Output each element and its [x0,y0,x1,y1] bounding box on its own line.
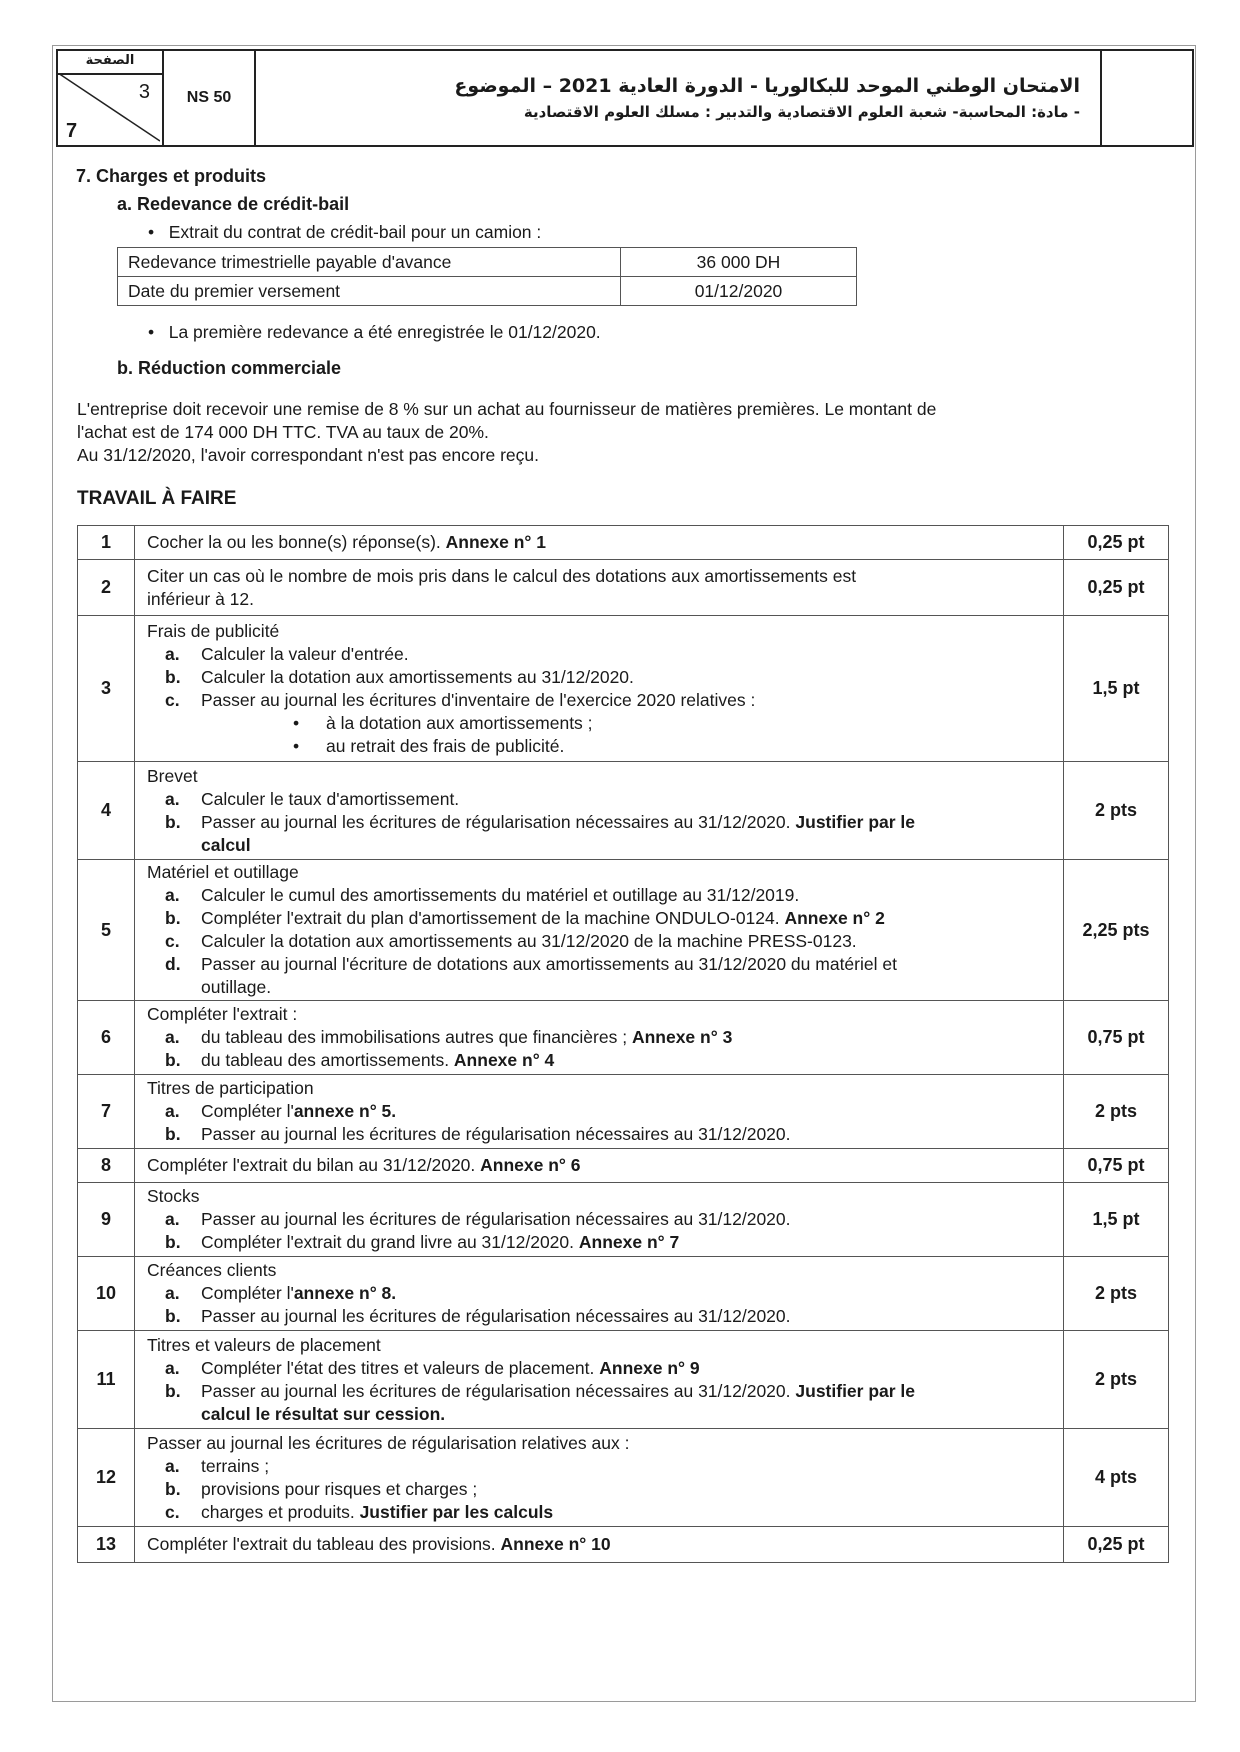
task-item: b. Compléter l'extrait du plan d'amortissement de la machine ONDULO-0124. Annexe n° 2 [165,908,885,928]
subsection-a-title: a. Redevance de crédit-bail [117,194,350,214]
task-head: Compléter l'extrait : [147,1004,298,1024]
item-emphasis: Justifier par le [795,811,916,832]
task-text [135,1149,1064,1183]
annex-ref: Annexe n° 9 [599,1357,700,1378]
task-item [201,1403,1051,1426]
table-row [78,1149,1169,1183]
table-row [118,248,857,277]
task-points: 4 pts [1064,1429,1169,1527]
item-text: Calculer la dotation aux amortissements au 31/12/2020 de la machine PRESS-0123. [201,931,857,951]
task-bullet: • au retrait des frais de publicité. [201,735,1051,758]
task-points: 0,25 pt [1064,526,1169,560]
task-points: 2,25 pts [1064,860,1169,1001]
item-text: Passer au journal les écritures de régularisation nécessaires au 31/12/2020. [201,811,796,832]
table-cell: 01/12/2020 [621,277,857,306]
task-points: 1,5 pt [1064,616,1169,762]
task-number: 6 [78,1001,135,1075]
table-row [78,1527,1169,1563]
task-points: 2 pts [1064,1331,1169,1429]
task-item: a. du tableau des immobilisations autres que financières ; Annexe n° 3 [165,1027,733,1047]
task-item: c. charges et produits. Justifier par les calculs [165,1501,554,1522]
task-points: 0,25 pt [1064,560,1169,616]
annex-ref: Annexe n° 6 [480,1155,581,1175]
task-item: c. Calculer la dotation aux amortissements au 31/12/2020 de la machine PRESS-0123. [165,931,857,951]
task-head: Passer au journal les écritures de régularisation relatives aux : [147,1432,630,1453]
task-text [135,860,1064,1001]
task-text [135,1527,1064,1563]
exam-subject: - مادة: المحاسبة- شعبة العلوم الاقتصادية والتدبير : مسلك العلوم الاقتصادية [523,103,1080,121]
item-emphasis: Justifier par les calculs [359,1501,554,1522]
page-label: الصفحة [58,51,162,75]
header-blank-cell [1102,51,1192,145]
table-row [78,526,1169,560]
task-head: Frais de publicité [147,620,280,641]
task-text [135,1331,1064,1429]
annex-ref: Annexe n° 1 [445,532,546,552]
item-text: du tableau des amortissements. [201,1050,454,1070]
table-row [118,277,857,306]
item-text: Passer au journal l'écriture de dotations aux amortissements au 31/12/2020 du matériel et [201,954,897,974]
task-number: 5 [78,860,135,1001]
task-item: b. provisions pour risques et charges ; [165,1478,478,1499]
item-text: Passer au journal les écritures de régularisation nécessaires au 31/12/2020. [201,1380,796,1401]
task-number: 7 [78,1075,135,1149]
task-head: Titres de participation [147,1078,314,1098]
task-head: Créances clients [147,1260,277,1280]
table-cell: Redevance trimestrielle payable d'avance [118,248,621,277]
task-item [201,834,1051,857]
task-item: a. Calculer le cumul des amortissements du matériel et outillage au 31/12/2019. [165,885,800,905]
task-points: 2 pts [1064,762,1169,860]
table-row [78,1257,1169,1331]
page-number: 3 [138,81,150,103]
item-emphasis: calcul [201,834,251,855]
exam-titles [256,51,1102,145]
task-text [135,526,1064,560]
task-item: a. Calculer le taux d'amortissement. [165,788,460,809]
paragraph-line: Au 31/12/2020, l'avoir correspondant n'est pas encore reçu. [77,445,539,465]
task-head: Titres et valeurs de placement [147,1334,381,1355]
task-text [135,1429,1064,1527]
annex-ref: Annexe n° 10 [500,1534,611,1554]
work-title: TRAVAIL À FAIRE [77,488,237,509]
table-row [78,1001,1169,1075]
section-title: 7. Charges et produits [76,166,267,186]
task-number: 4 [78,762,135,860]
bullet-text: Extrait du contrat de crédit-bail pour un camion : [168,222,542,242]
table-row [78,1183,1169,1257]
task-points: 0,25 pt [1064,1527,1169,1563]
task-text [135,560,1064,616]
item-text: Calculer le taux d'amortissement. [201,788,460,809]
task-item [201,976,1051,999]
task-number: 13 [78,1527,135,1563]
item-text: Compléter l'état des titres et valeurs de placement. [201,1357,600,1378]
table-row [78,1429,1169,1527]
task-item: d. Passer au journal l'écriture de dotations aux amortissements au 31/12/2020 du matériel et [165,954,897,974]
page-total: 7 [66,120,78,142]
task-item: b. Passer au journal les écritures de régularisation nécessaires au 31/12/2020. [165,1306,791,1326]
item-text: Passer au journal les écritures de régularisation nécessaires au 31/12/2020. [201,1306,791,1326]
task-item: b. Calculer la dotation aux amortissements au 31/12/2020. [165,666,634,687]
task-number: 1 [78,526,135,560]
exam-title: الامتحان الوطني الموحد للبكالوريا - الدورة العادية 2021 – الموضوع [454,75,1080,97]
item-text: Compléter l'extrait du plan d'amortissement de la machine ONDULO-0124. [201,908,785,928]
task-text [135,1183,1064,1257]
annex-ref: Annexe n° 7 [578,1232,680,1252]
task-head: Brevet [147,765,198,786]
item-text: Passer au journal les écritures de régularisation nécessaires au 31/12/2020. [201,1124,791,1144]
item-emphasis: Justifier par le [795,1380,916,1401]
task-item: b. Compléter l'extrait du grand livre au 31/12/2020. Annexe n° 7 [165,1232,680,1252]
lease-note: • La première redevance a été enregistrée le 01/12/2020. [148,322,601,342]
table-row [78,616,1169,762]
item-text: Compléter l' [201,1283,294,1303]
task-points: 1,5 pt [1064,1183,1169,1257]
item-text: charges et produits. [201,1501,360,1522]
task-points: 0,75 pt [1064,1001,1169,1075]
task-points: 2 pts [1064,1075,1169,1149]
tasks-table [77,525,1169,1563]
task-head: Stocks [147,1186,200,1206]
task-item: a. Compléter l'annexe n° 8. [165,1283,397,1303]
task-number: 8 [78,1149,135,1183]
paragraph-line: L'entreprise doit recevoir une remise de 8 % sur un achat au fournisseur de matières premières. Le montant de [77,399,937,419]
task-number: 2 [78,560,135,616]
table-cell: 36 000 DH [621,248,857,277]
task-points: 0,75 pt [1064,1149,1169,1183]
paragraph-line: l'achat est de 174 000 DH TTC. TVA au taux de 20%. [77,422,489,442]
task-item: b. Passer au journal les écritures de régularisation nécessaires au 31/12/2020. Justifier par le [165,811,916,832]
table-cell: Date du premier versement [118,277,621,306]
annex-ref: Annexe n° 2 [784,908,885,928]
task-text [135,1001,1064,1075]
task-item: a. terrains ; [165,1455,270,1476]
task-head: Citer un cas où le nombre de mois pris dans le calcul des dotations aux amortissements est [147,565,857,586]
task-item: a. Calculer la valeur d'entrée. [165,643,409,664]
task-number: 10 [78,1257,135,1331]
task-item: a. Compléter l'annexe n° 5. [165,1101,397,1121]
task-number: 11 [78,1331,135,1429]
item-text: Calculer la valeur d'entrée. [201,643,409,664]
item-emphasis: calcul le résultat sur cession. [201,1403,446,1424]
exam-code: NS 50 [164,51,256,145]
item-text: du tableau des immobilisations autres que financières ; [201,1027,632,1047]
table-row [78,1331,1169,1429]
subsection-a-bullet: • Extrait du contrat de crédit-bail pour un camion : [148,222,542,242]
exam-header [56,49,1194,147]
table-row [78,860,1169,1001]
task-points: 2 pts [1064,1257,1169,1331]
task-item: b. Passer au journal les écritures de régularisation nécessaires au 31/12/2020. Justifier par le [165,1380,916,1401]
task-head: Compléter l'extrait du tableau des provisions. [147,1534,501,1554]
task-text [135,1075,1064,1149]
table-row [78,560,1169,616]
task-head: inférieur à 12. [147,588,255,609]
task-text [135,1257,1064,1331]
annex-ref: annexe n° 5. [293,1101,397,1121]
table-row [78,762,1169,860]
annex-ref: annexe n° 8. [293,1283,397,1303]
task-head: Compléter l'extrait du bilan au 31/12/2020. [147,1155,481,1175]
item-text: Compléter l' [201,1101,294,1121]
task-bullet: • à la dotation aux amortissements ; [201,712,1051,735]
note-text: La première redevance a été enregistrée le 01/12/2020. [168,322,601,342]
subsection-b-title: b. Réduction commerciale [117,358,342,378]
item-text: Passer au journal les écritures d'inventaire de l'exercice 2020 relatives : [201,689,756,710]
task-item: b. Passer au journal les écritures de régularisation nécessaires au 31/12/2020. [165,1124,791,1144]
task-number: 9 [78,1183,135,1257]
task-head: Cocher la ou les bonne(s) réponse(s). [147,532,446,552]
task-head: Matériel et outillage [147,862,299,882]
table-row [78,1075,1169,1149]
item-text: terrains ; [201,1455,270,1476]
item-text: Passer au journal les écritures de régularisation nécessaires au 31/12/2020. [201,1209,791,1229]
task-text [135,616,1064,762]
task-number: 12 [78,1429,135,1527]
task-text [135,762,1064,860]
annex-ref: Annexe n° 4 [453,1050,555,1070]
item-text: Calculer la dotation aux amortissements au 31/12/2020. [201,666,634,687]
task-number: 3 [78,616,135,762]
task-item: b. du tableau des amortissements. Annexe n° 4 [165,1050,555,1070]
item-text: Calculer le cumul des amortissements du matériel et outillage au 31/12/2019. [201,885,800,905]
discount-paragraph [77,398,1167,467]
task-item: a. Compléter l'état des titres et valeurs de placement. Annexe n° 9 [165,1357,700,1378]
page-number-box [58,51,164,145]
task-item: c. Passer au journal les écritures d'inventaire de l'exercice 2020 relatives : [165,689,756,710]
item-text: provisions pour risques et charges ; [201,1478,478,1499]
task-item: a. Passer au journal les écritures de régularisation nécessaires au 31/12/2020. [165,1209,791,1229]
item-text: outillage. [201,977,272,997]
lease-contract-table [117,247,857,306]
item-text: Compléter l'extrait du grand livre au 31/12/2020. [201,1232,579,1252]
annex-ref: Annexe n° 3 [631,1027,733,1047]
